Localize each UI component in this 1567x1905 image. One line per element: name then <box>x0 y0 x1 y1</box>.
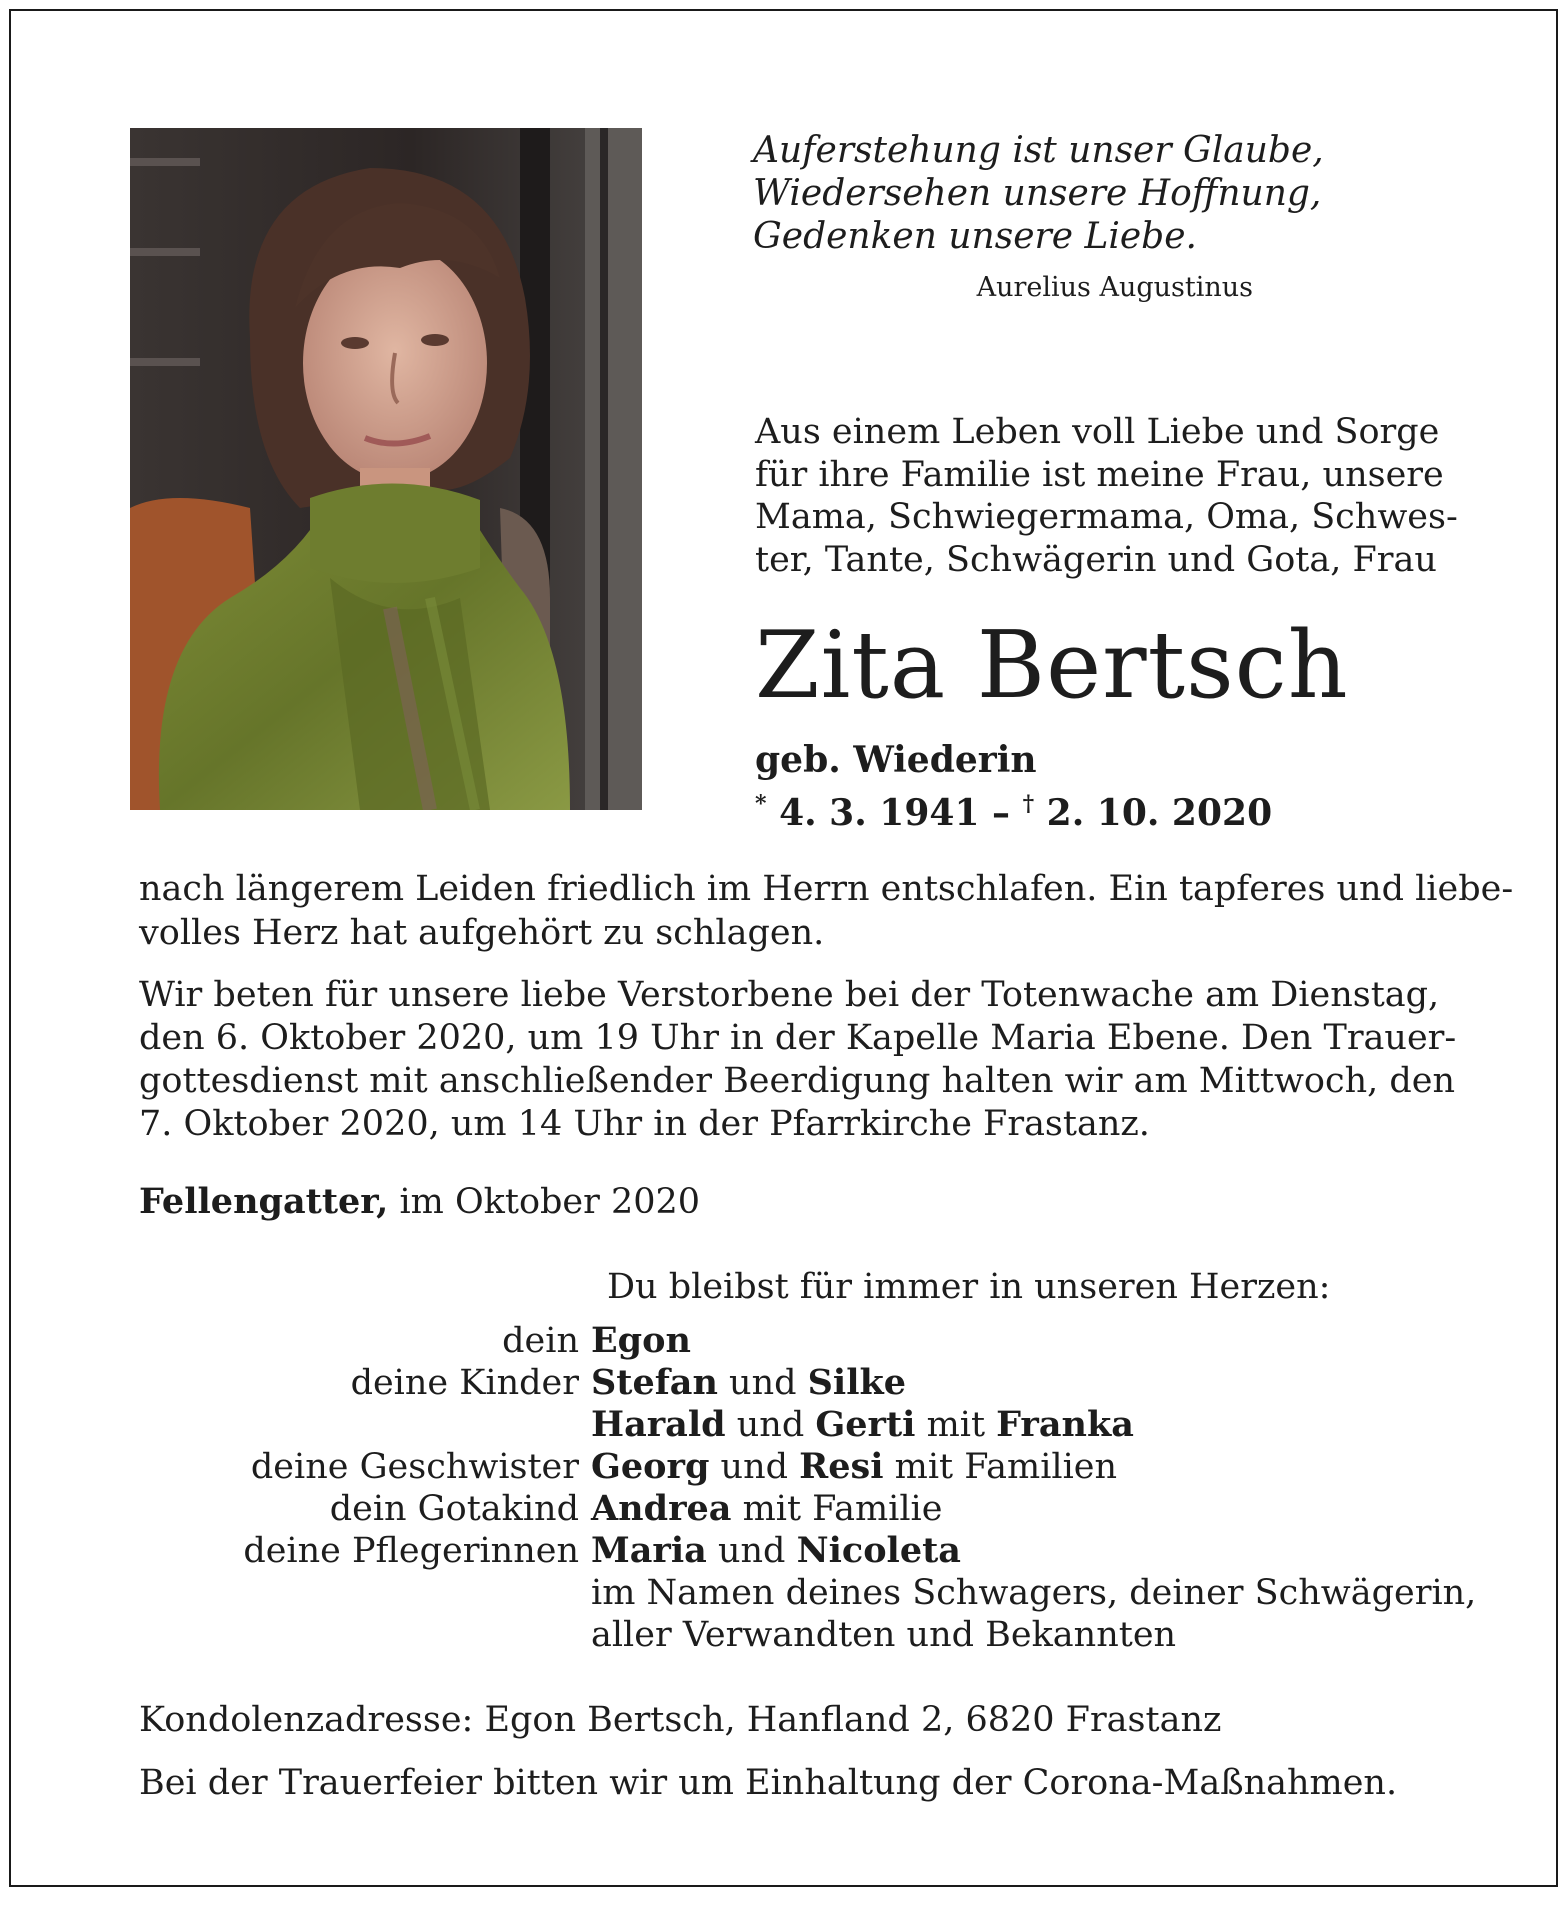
portrait-photo <box>130 128 642 810</box>
mourner-name: Franka <box>996 1404 1134 1445</box>
mourner-name: Georg <box>591 1446 710 1487</box>
mourner-name: Egon <box>591 1320 691 1361</box>
quote <box>753 129 1324 258</box>
mourner-row <box>139 1362 1489 1404</box>
place-date: im Oktober 2020 <box>388 1182 701 1222</box>
death-symbol: † <box>1022 791 1035 817</box>
quote-line: Gedenken unsere Liebe. <box>753 216 1197 257</box>
death-date: 2. 10. 2020 <box>1046 792 1273 834</box>
mourner-name: Harald <box>591 1404 726 1445</box>
mourner-name: Maria <box>591 1530 707 1571</box>
life-dates <box>755 783 1272 834</box>
intro-line: ter, Tante, Schwägerin und Gota, Frau <box>755 539 1437 580</box>
birth-symbol: * <box>755 791 767 817</box>
mourner-name: Andrea <box>591 1488 732 1529</box>
quote-line: Auferstehung ist unser Glaube, <box>753 130 1324 171</box>
mourner-connector: und <box>709 1447 800 1487</box>
mourner-name: Stefan <box>591 1362 718 1403</box>
mourner-names <box>591 1320 691 1362</box>
mourner-name: Nicoleta <box>796 1530 961 1571</box>
intro-line: Mama, Schwiegermama, Oma, Schwes- <box>755 497 1458 537</box>
mourner-row <box>139 1404 1489 1446</box>
mourner-names <box>591 1446 1117 1488</box>
mourner-row <box>139 1446 1489 1488</box>
body-paragraph-2 <box>139 974 1457 1146</box>
mourner-role: deine Pflegerinnen <box>243 1531 579 1571</box>
mourner-names <box>591 1362 906 1404</box>
mourner-row <box>139 1320 1489 1362</box>
mourner-role: deine Geschwister <box>250 1447 579 1487</box>
mourner-row <box>139 1488 1489 1530</box>
condolence-address: Kondolenzadresse: Egon Bertsch, Hanfland 2, 6820 Frastanz <box>139 1700 1222 1740</box>
obituary-notice <box>9 9 1558 1887</box>
intro-line: Aus einem Leben voll Liebe und Sorge <box>755 412 1440 452</box>
mourners-list <box>139 1320 1489 1656</box>
mourner-name: Resi <box>799 1446 884 1487</box>
body-line: volles Herz hat aufgehört zu schlagen. <box>139 913 825 953</box>
mourner-role-empty <box>139 1614 591 1656</box>
mourner-closing-row <box>139 1614 1489 1656</box>
body-line: nach längerem Leiden friedlich im Herrn entschlafen. Ein tapferes und liebe- <box>139 869 1514 909</box>
mourner-connector: mit <box>915 1405 997 1445</box>
mourner-connector: und <box>725 1405 816 1445</box>
body-line: 7. Oktober 2020, um 14 Uhr in der Pfarrkirche Frastanz. <box>139 1104 1150 1144</box>
mourner-closing-row <box>139 1572 1489 1614</box>
mourners-heading: Du bleibst für immer in unseren Herzen: <box>607 1267 1331 1307</box>
mourner-connector: und <box>717 1363 808 1403</box>
intro-text <box>755 411 1458 581</box>
mourner-role <box>139 1404 591 1446</box>
mourner-closing-line: im Namen deines Schwagers, deiner Schwägerin, <box>591 1573 1477 1613</box>
mourner-names <box>591 1404 1134 1446</box>
quote-line: Wiedersehen unsere Hoffnung, <box>753 173 1322 214</box>
mourner-role: deine Kinder <box>350 1363 579 1403</box>
body-line: Wir beten für unsere liebe Verstorbene bei der Totenwache am Dienstag, <box>139 975 1440 1015</box>
mourner-connector: mit Familie <box>731 1489 943 1529</box>
body-line: den 6. Oktober 2020, um 19 Uhr in der Kapelle Maria Ebene. Den Trauer- <box>139 1018 1457 1058</box>
birth-name: geb. Wiederin <box>755 739 1037 781</box>
mourner-connector: und <box>706 1531 797 1571</box>
body-paragraph-1 <box>139 867 1514 955</box>
mourner-row <box>139 1530 1489 1572</box>
birth-date: 4. 3. 1941 <box>779 792 980 834</box>
date-separator: – <box>992 792 1011 834</box>
quote-author: Aurelius Augustinus <box>976 272 1253 303</box>
body-line: gottesdienst mit anschließender Beerdigung halten wir am Mittwoch, den <box>139 1061 1456 1101</box>
intro-line: für ihre Familie ist meine Frau, unsere <box>755 454 1444 495</box>
mourner-closing-line: aller Verwandten und Bekannten <box>591 1615 1177 1655</box>
mourner-name: Silke <box>807 1362 907 1403</box>
mourner-role-empty <box>139 1572 591 1614</box>
mourner-role: dein <box>502 1321 579 1361</box>
place-name: Fellengatter, <box>139 1181 389 1222</box>
place-and-date <box>139 1181 700 1223</box>
mourner-connector: mit Familien <box>883 1447 1118 1487</box>
deceased-name: Zita Bertsch <box>755 611 1349 719</box>
mourner-names <box>591 1530 961 1572</box>
mourner-names <box>591 1488 942 1530</box>
mourner-role: dein Gotakind <box>329 1489 579 1529</box>
mourner-name: Gerti <box>815 1404 916 1445</box>
corona-notice: Bei der Trauerfeier bitten wir um Einhaltung der Corona-Maßnahmen. <box>139 1763 1398 1803</box>
portrait-illustration <box>130 128 642 810</box>
